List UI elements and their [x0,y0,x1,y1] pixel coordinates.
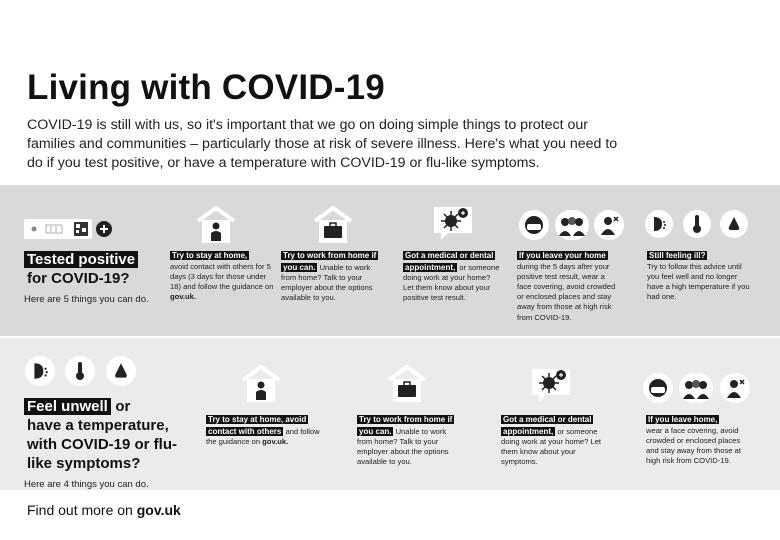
cough-icon [25,356,55,386]
house-briefcase-icon [311,205,355,248]
high-risk-person-icon [594,210,624,240]
gov-uk-link[interactable]: gov.uk. [262,437,289,446]
loss-of-smell-icon [720,210,748,238]
unwell-item-2: Try to work from home if you can. Unable to work from home? Talk to your employer about the options available to you. [357,415,453,467]
face-mask-icon [519,210,549,240]
house-person-icon [194,205,238,248]
feel-unwell-lead: Feel unwell or have a temperature, with COVID-19 or flu-like symptoms? Here are 4 things you can do. [24,397,184,490]
unwell-item-3: Got a medical or dental appointment, or someone doing work at your home? Let them know about your symptoms. [501,415,602,467]
tested-positive-label: Tested positive [24,251,138,268]
lateral-flow-test-icon [24,219,92,239]
tested-positive-rest: for COVID-19? [27,270,130,287]
crowd-icon [679,373,713,403]
thermometer-icon [65,356,95,386]
gov-uk-link[interactable]: gov.uk. [170,292,197,302]
face-mask-icon [643,373,673,403]
plus-icon [96,221,112,237]
feel-unwell-sub: Here are 4 things you can do. [24,479,149,490]
tested-item-5: Still feeling ill? Try to follow this advice until you feel well and no longer have a high temperature if you had one. [647,251,750,302]
house-briefcase-icon [385,364,429,407]
loss-of-smell-icon [106,356,136,386]
tested-positive-lead [24,250,164,305]
unwell-item-4: If you leave home, wear a face covering, avoid crowded or enclosed places and stay away from those at high risk from COVID-19. [646,415,741,466]
high-risk-person-icon [720,373,750,403]
virus-speech-icon [529,366,573,409]
thermometer-icon [683,210,711,238]
tested-item-2: Try to work from home if you can. Unable to work from home? Talk to your employer about the options available to you. [281,251,377,303]
crowd-icon [555,210,589,240]
intro-paragraph: COVID-19 is still with us, so it's important that we go on doing simple things to protect our families and communities – particularly those at risk of severe illness. Here's what you need to do if you test positive, or have a temperature with COVID-19 or flu-like symptoms. [27,117,618,171]
footer-gov-uk-link[interactable]: gov.uk [136,502,181,518]
tested-item-1: Try to stay at home, avoid contact with others for 5 days (3 days for those under 18) and follow the guidance on gov.uk. [170,251,274,302]
cough-icon [645,210,673,238]
feel-unwell-label: Feel unwell [24,398,111,415]
virus-speech-icon [431,204,475,247]
tested-item-3: Got a medical or dental appointment, or someone doing work at your home? Let them know about your positive test result. [403,251,500,303]
tested-item-4: If you leave your home during the 5 days after your positive test result, wear a face covering, avoid crowded or enclosed places and stay away from those at high risk from COVID-19. [517,251,616,322]
tested-positive-sub: Here are 5 things you can do. [24,294,149,305]
page-title: Living with COVID-19 [27,68,385,107]
unwell-item-1: Try to stay at home, avoid contact with others and follow the guidance on gov.uk. [206,415,320,446]
house-person-icon [239,364,283,407]
footer-link-text: Find out more on gov.uk [27,502,181,518]
